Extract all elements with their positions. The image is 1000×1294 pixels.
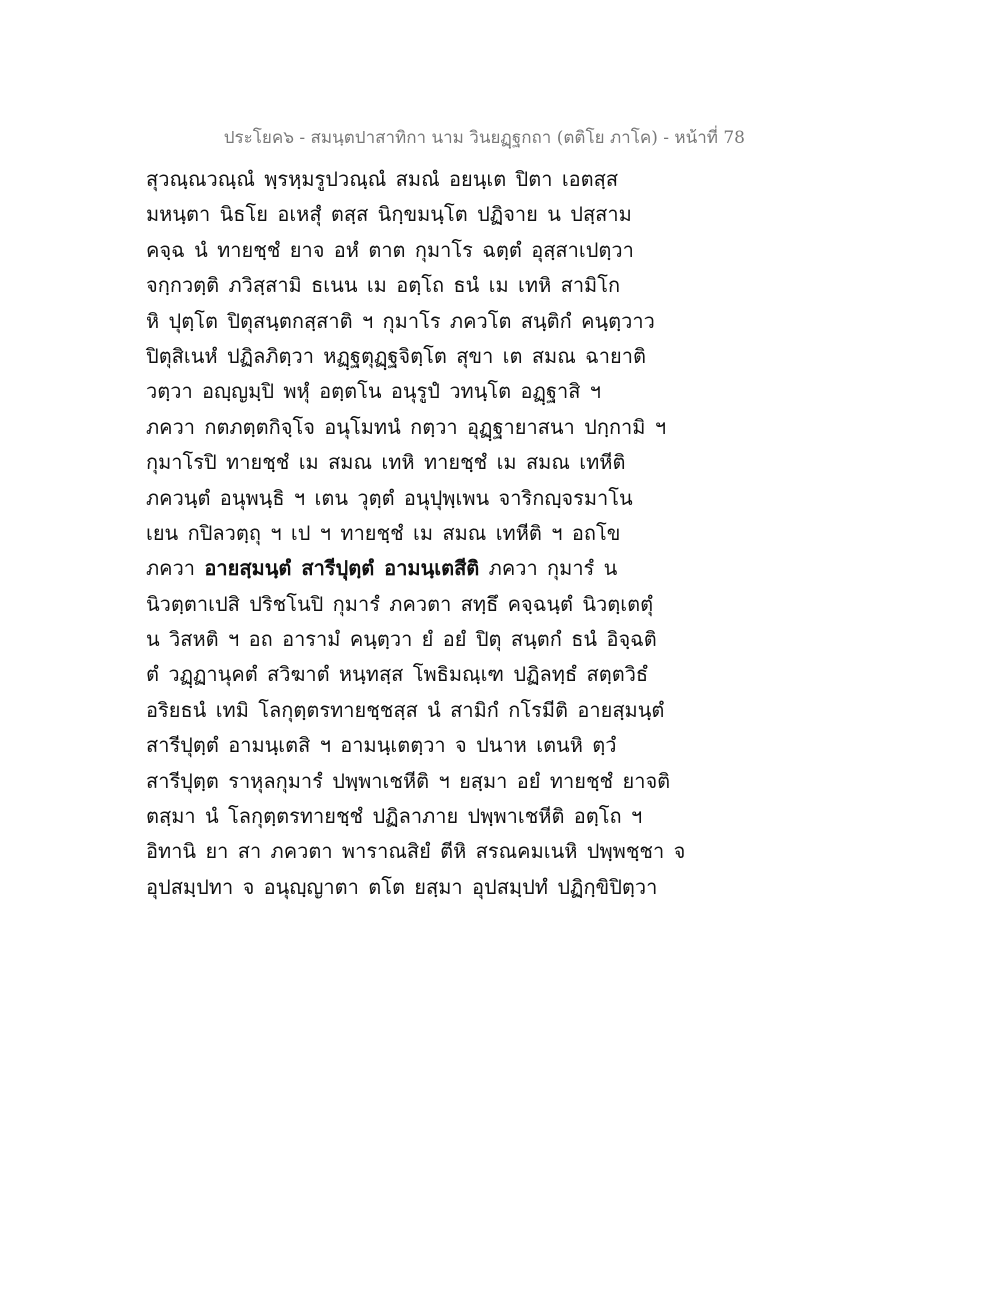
text-line: จกฺกวตฺติ ภวิสฺสามิ ธเนน เม อตฺโถ ธนํ เม เทหิ สามิโก xyxy=(146,273,621,298)
running-head: ประโยค๖ - สมนฺตปาสาทิกา นาม วินยฏฺฐกถา (ตติโย ภาโค) - หน้าที่ 78 xyxy=(223,128,745,148)
text-line: หิ ปุตฺโต ปิตุสนฺตกสฺสาติ ฯ กุมาโร ภควโต สนฺติกํ คนฺตฺวาว xyxy=(146,308,655,333)
text-line: ตํ วฏฺฏานุคตํ สวิฆาตํ หนฺทสฺส โพธิมณฺเฑ ปฏิลทฺธํ สตฺตวิธํ xyxy=(146,662,649,687)
text-line: สุวณฺณวณฺณํ พฺรหฺมรูปวณฺณํ สมณํ อยนฺเต ปิตา เอตสฺส xyxy=(146,167,619,191)
text-line: ตสฺมา นํ โลกุตฺตรทายชฺชํ ปฏิลาภาย ปพฺพาเชหีติ อตฺโถ ฯ xyxy=(146,804,643,829)
text-line: มหนฺตา นิธโย อเหสุํ ตสฺส นิกฺขมนฺโต ปฏิจาย น ปสฺสาม xyxy=(146,202,632,227)
text-line: น วิสหติ ฯ อถ อารามํ คนฺตฺวา ยํ อยํ ปิตุ สนฺตกํ ธนํ อิจฺฉติ xyxy=(146,627,657,652)
bold-phrase: อายสฺมนฺตํ สารีปุตฺตํ อามนฺเตสีติ xyxy=(204,556,480,581)
text-line: วตฺวา อญฺญมฺปิ พหุํ อตฺตโน อนุรูปํ วทนฺโต อฏฺฐาสิ ฯ xyxy=(146,379,602,404)
text-line: อุปสมฺปทา จ อนุญฺญาตา ตโต ยสฺมา อุปสมฺปทํ ปฏิกฺขิปิตฺวา xyxy=(146,874,658,899)
text-line: ภควา กตภตฺตกิจฺโจ อนุโมทนํ กตฺวา อุฏฺฐายาสนา ปกฺกามิ ฯ xyxy=(146,414,667,439)
text-line-mixed xyxy=(146,551,706,586)
text-line: สารีปุตฺต ราหุลกุมารํ ปพฺพาเชหีติ ฯ ยสฺมา อยํ ทายชฺชํ ยาจติ xyxy=(146,768,671,793)
text-line: เยน กปิลวตฺถุ ฯ เป ฯ ทายชฺชํ เม สมณ เทหีติ ฯ อถโข xyxy=(146,520,621,545)
text-line: สารีปุตฺตํ อามนฺเตสิ ฯ อามนฺเตตฺวา จ ปนาห เตนหิ ตฺวํ xyxy=(146,733,617,758)
text-line: นิวตฺตาเปสิ ปริชโนปิ กุมารํ ภควตา สทฺธึ คจฺฉนฺตํ นิวตฺเตตุํ xyxy=(146,591,654,616)
text-line: คจฺฉ นํ ทายชฺชํ ยาจ อหํ ตาต กุมาโร ฉตฺตํ อุสฺสาเปตฺวา xyxy=(146,237,634,262)
text-line: อริยธนํ เทมิ โลกุตฺตรทายชฺชสฺส นํ สามิกํ กโรมีติ อายสฺมนฺตํ xyxy=(146,697,665,722)
text-line: ภควนฺตํ อนุพนฺธิ ฯ เตน วุตฺตํ อนุปุพฺเพน จาริกญฺจรมาโน xyxy=(146,485,633,510)
line-prefix: ภควา xyxy=(146,556,205,581)
body-text xyxy=(146,162,706,905)
text-line: อิทานิ ยา สา ภควตา พาราณสิยํ ตีหิ สรณคมเนหิ ปพฺพชฺชา จ xyxy=(146,839,686,864)
text-line: ปิตุสิเนหํ ปฏิลภิตฺวา หฏฺฐตุฏฺฐจิตฺโต สุขา เต สมณ ฉายาติ xyxy=(146,343,646,368)
text-line: กุมาโรปิ ทายชฺชํ เม สมณ เทหิ ทายชฺชํ เม สมณ เทหีติ xyxy=(146,450,626,475)
line-suffix: ภควา กุมารํ น xyxy=(479,556,618,581)
